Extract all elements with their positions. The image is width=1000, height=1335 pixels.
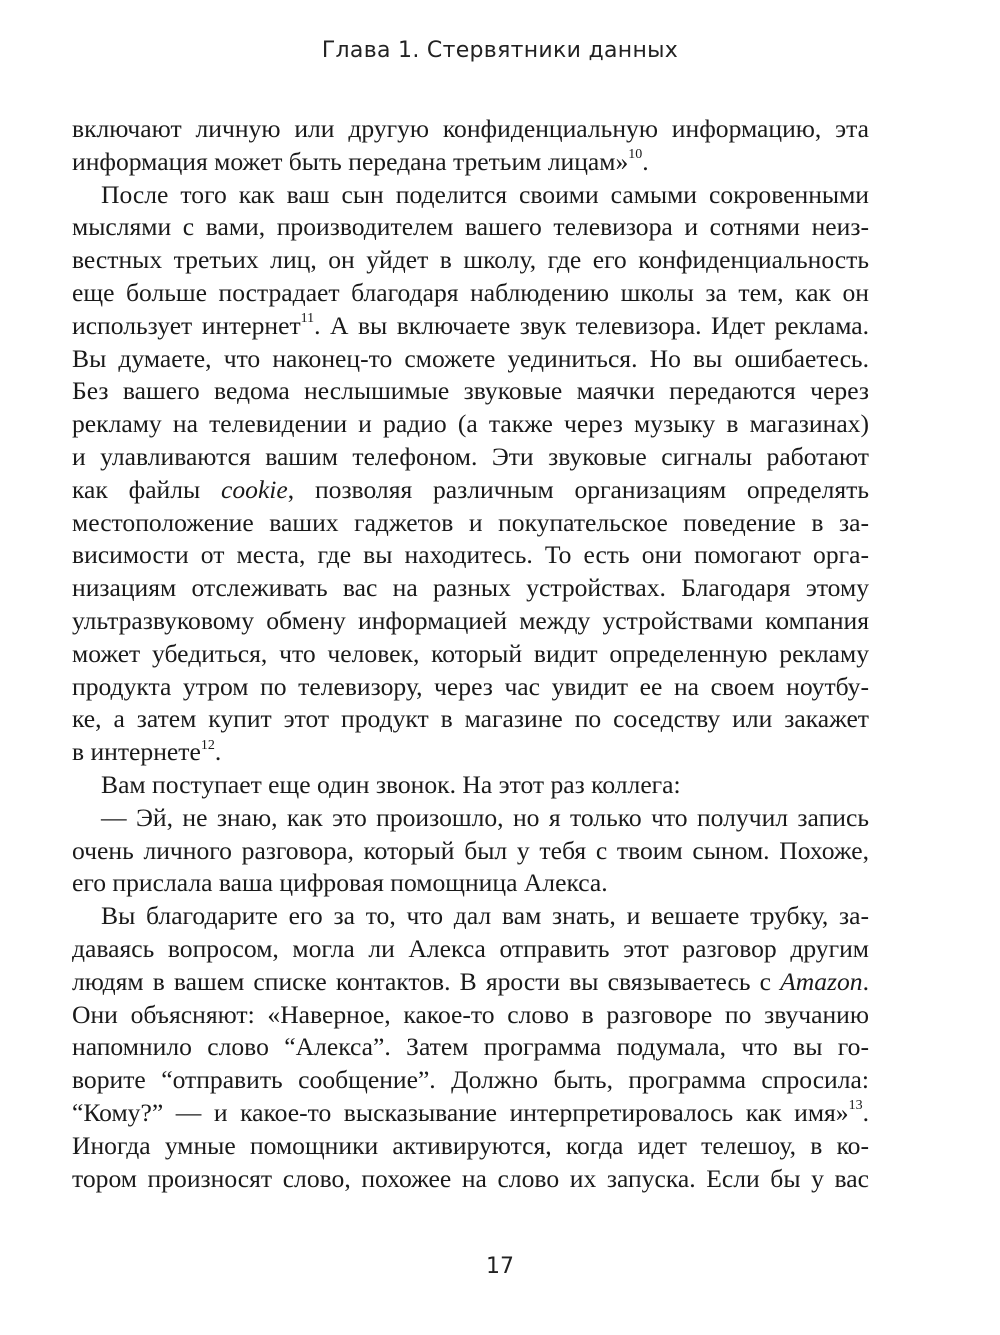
text-run: продукта утром по телевизору, через час увидит ее на своем ноутбу-	[72, 671, 869, 701]
text-run: даваясь вопросом, могла ли Алекса отправить этот разговор другим	[72, 933, 869, 963]
footnote-ref: 12	[200, 737, 215, 753]
text-run: После того как ваш сын поделится своими самыми сокровенными	[101, 179, 869, 209]
text-run: Вам поступает еще один звонок. На этот раз коллега:	[101, 769, 681, 799]
text-run: включают личную или другую конфиденциальную информацию, эта	[72, 114, 869, 143]
text-run: людям в вашем списке контактов. В ярости вы связываетесь с	[72, 966, 781, 996]
text-line	[72, 146, 869, 179]
page-number: 17	[486, 1254, 514, 1279]
text-line	[72, 375, 869, 408]
text-line	[72, 933, 869, 966]
text-line	[72, 999, 869, 1032]
text-line	[72, 1130, 869, 1163]
running-head: Глава 1. Стервятники данных	[321, 38, 679, 63]
text-run: может убедиться, что человек, который видит определенную рекламу	[72, 638, 869, 668]
footnote-ref: 13	[848, 1098, 863, 1114]
text-line	[72, 244, 869, 277]
text-line	[72, 572, 869, 605]
text-line	[72, 507, 869, 540]
text-line	[72, 1064, 869, 1097]
text-line	[72, 835, 869, 868]
text-run: ворите “отправить сообщение”. Должно быть, программа спросила:	[72, 1065, 869, 1095]
text-line	[72, 638, 869, 671]
text-run: тором произносят слово, похожее на слово их запуска. Если бы у вас	[72, 1163, 869, 1193]
text-run: мыслями с вами, производителем вашего телевизора и сотнями неиз-	[72, 212, 869, 242]
text-run: рекламу на телевидении и радио (а также через музыку в магазинах)	[72, 409, 869, 439]
text-line	[72, 474, 869, 507]
text-line	[72, 408, 869, 441]
text-run: информация может быть передана третьим лицам»	[72, 146, 629, 176]
text-run: , позволяя различным организациям определять	[287, 474, 869, 504]
text-run: низациям отслеживать вас на разных устройствах. Благодаря этому	[72, 573, 869, 603]
text-line	[72, 802, 869, 835]
text-line	[72, 703, 869, 736]
body-text	[72, 113, 869, 1195]
italic-term: cookie	[220, 474, 288, 504]
text-run: использует интернет	[72, 310, 301, 340]
text-line	[72, 310, 869, 343]
text-run: еще больше пострадает благодаря наблюдению школы за тем, как он	[72, 277, 869, 307]
text-run: Иногда умные помощники активируются, когда идет телешоу, в ко-	[72, 1130, 869, 1160]
text-run: ке, а затем купит этот продукт в магазине по соседству или закажет	[72, 704, 869, 734]
footnote-ref: 10	[628, 147, 643, 163]
text-run: . А вы включаете звук телевизора. Идет реклама.	[314, 310, 869, 340]
text-line	[72, 441, 869, 474]
text-line	[72, 1097, 869, 1130]
text-run: его прислала ваша цифровая помощница Алекса.	[72, 868, 608, 898]
footnote-ref: 11	[300, 311, 315, 327]
text-line	[72, 605, 869, 638]
text-run: Вы думаете, что наконец-то сможете уединиться. Но вы ошибаетесь.	[72, 343, 869, 373]
text-run: .	[214, 737, 222, 767]
text-run: висимости от места, где вы находитесь. То есть они помогают орга-	[72, 540, 869, 570]
text-run: Вы благодарите его за то, что дал вам знать, и вешаете трубку, за-	[101, 901, 869, 931]
text-line	[72, 277, 869, 310]
text-run: местоположение ваших гаджетов и покупательское поведение в за-	[72, 507, 869, 537]
text-run: напомнило слово “Алекса”. Затем программа подумала, что вы го-	[72, 1032, 869, 1062]
text-line	[72, 113, 869, 146]
italic-term: Amazon	[780, 966, 863, 996]
text-run: и улавливаются вашим телефоном. Эти звуковые сигналы работают	[72, 441, 869, 471]
text-line	[72, 736, 869, 769]
text-line	[72, 900, 869, 933]
text-line	[72, 966, 869, 999]
text-run: — Эй, не знаю, как это произошло, но я только что получил запись	[101, 802, 869, 832]
text-line	[72, 671, 869, 704]
text-run: “Кому?” — и какое-то высказывание интерпретировалось как имя»	[72, 1097, 849, 1127]
text-run: Они объясняют: «Наверное, какое-то слово в разговоре по звучанию	[72, 999, 869, 1029]
text-run: .	[862, 1097, 869, 1127]
text-line	[72, 179, 869, 212]
text-run: вестных третьих лиц, он уйдет в школу, где его конфиденциальность	[72, 245, 869, 275]
text-run: .	[642, 146, 649, 176]
text-run: Без вашего ведома неслышимые звуковые маячки передаются через	[72, 376, 869, 406]
text-run: как файлы	[72, 474, 221, 504]
text-run: в интернете	[72, 737, 201, 767]
text-line	[72, 539, 869, 572]
text-line	[72, 1163, 869, 1196]
text-line	[72, 1031, 869, 1064]
text-line	[72, 211, 869, 244]
text-line	[72, 769, 869, 802]
text-run: ультразвуковому обмену информацией между устройствами компания	[72, 605, 869, 635]
text-line	[72, 867, 869, 900]
text-line	[72, 343, 869, 376]
text-run: .	[862, 966, 869, 996]
text-run: очень личного разговора, который был у тебя с твоим сыном. Похоже,	[72, 835, 869, 865]
